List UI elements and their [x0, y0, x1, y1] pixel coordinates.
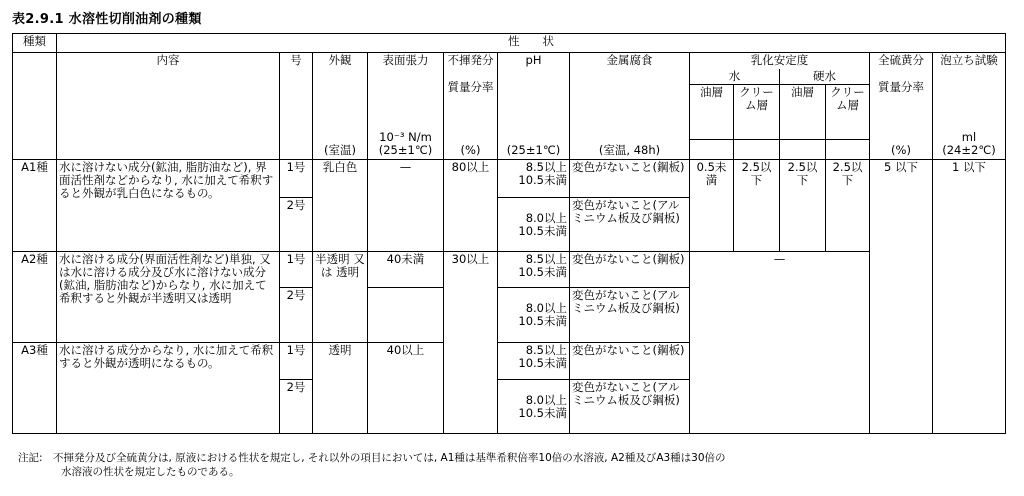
sulfur-value: 5 以下: [870, 160, 933, 434]
emulsion-header: 乳化安定度: [690, 53, 870, 69]
a1-water-cream: 2.5以下: [734, 160, 780, 252]
water-cream-blank: [734, 140, 780, 160]
ph-cond: (25±1℃): [506, 143, 561, 157]
a2-no2: 2号: [280, 288, 313, 343]
nonvol-header: 不揮発分 質量分率 (%): [444, 53, 498, 160]
a2-ph1: 8.5以上 10.5未満: [498, 252, 570, 288]
appearance-header: 外観 (室温): [313, 53, 368, 160]
corrosion-cond: (室温, 48h): [598, 143, 661, 157]
a1-hard-oil: 2.5以下: [780, 160, 826, 252]
number-header: 号: [280, 53, 313, 160]
nonvol-sub: 質量分率: [447, 80, 494, 94]
table-caption: 表2.9.1 水溶性切削油剤の種類: [12, 12, 202, 27]
hard-oil-blank: [780, 140, 826, 160]
a2-kind: A2種: [13, 252, 57, 343]
tension-unit: 10⁻³ N/m: [379, 130, 432, 144]
tension-cond: (25±1℃): [378, 143, 433, 157]
water-header: 水: [690, 69, 780, 85]
a2-corr1: 変色がないこと(鋼板): [570, 252, 690, 288]
oil-types-table: [12, 33, 1006, 434]
a1-corr1: 変色がないこと(鋼板): [570, 160, 690, 198]
a3-corr1: 変色がないこと(鋼板): [570, 343, 690, 380]
a3-kind: A3種: [13, 343, 57, 434]
kind-header-blank: [13, 53, 57, 160]
a2-no1: 1号: [280, 252, 313, 288]
water-cream-header: クリーム層: [734, 85, 780, 140]
a1-tension: —: [368, 160, 444, 252]
note-line-1: 注記: 不揮発分及び全硫黄分は, 原液における性状を規定し, それ以外の項目においては, A1種は基準希釈倍率10倍の水溶液, A2種及びA3種は30倍の: [18, 452, 726, 464]
a1-no1: 1号: [280, 160, 313, 198]
a3-ph2: 8.0以上 10.5未満: [498, 380, 570, 434]
hard-cream-blank: [826, 140, 870, 160]
a3-ph1: 8.5以上 10.5未満: [498, 343, 570, 380]
tension-header: 表面張力 10⁻³ N/m (25±1℃): [368, 53, 444, 160]
a3-content: 水に溶ける成分からなり, 水に加えて希釈すると外観が透明になるもの。: [57, 343, 280, 434]
content-header: 内容: [57, 53, 280, 160]
nonvol-unit: (%): [460, 143, 481, 157]
a3-appearance: 透明: [313, 343, 368, 434]
a3-no1: 1号: [280, 343, 313, 380]
kind-header: 種類: [13, 34, 57, 53]
corrosion-header: 金属腐食 (室温, 48h): [570, 53, 690, 160]
a1-ph1: 8.5以上 10.5未満: [498, 160, 570, 198]
a1-kind: A1種: [13, 160, 57, 252]
sulfur-header: 全硫黄分 質量分率 (%): [870, 53, 933, 160]
table-note: [18, 451, 726, 479]
a1-content: 水に溶けない成分(鉱油, 脂肪油など), 界面活性剤などからなり, 水に加えて希釈すると外観が乳白色になるもの。: [57, 160, 280, 252]
appearance-unit: (室温): [324, 143, 356, 157]
a1-corr2: 変色がないこと(アルミニウム板及び鋼板): [570, 198, 690, 252]
a2-nonvol: 30以上: [444, 252, 498, 434]
a2-ph2: 8.0以上 10.5未満: [498, 288, 570, 343]
water-oil-blank: [690, 140, 734, 160]
a2-tension: 40未満: [368, 252, 444, 288]
a2-corr2: 変色がないこと(アルミニウム板及び鋼板): [570, 288, 690, 343]
a1-nonvol: 80以上: [444, 160, 498, 252]
a2-appearance: 半透明 又は 透明: [313, 252, 368, 343]
a3-tension: 40以上: [368, 343, 444, 434]
foam-value: 1 以下: [933, 160, 1006, 434]
foam-header: 泡立ち試験 ml (24±2℃): [933, 53, 1006, 160]
sulfur-unit: (%): [891, 143, 911, 157]
foam-cond: (24±2℃): [942, 143, 996, 157]
props-header: 性 状: [57, 34, 1006, 53]
a1-water-oil: 0.5未満: [690, 160, 734, 252]
water-oil-header: 油層: [690, 85, 734, 140]
a1-ph2: 8.0以上 10.5未満: [498, 198, 570, 252]
note-line-2: 水溶液の性状を規定したものである。: [61, 466, 240, 478]
a1-appearance: 乳白色: [313, 160, 368, 252]
a1-no2: 2号: [280, 198, 313, 252]
a2-content: 水に溶ける成分(界面活性剤など)単独, 又は水に溶ける成分及び水に溶けない成分(鉱油, 脂肪油など)からなり, 水に加えて希釈すると外観が半透明又は透明: [57, 252, 280, 343]
a2-emulsion: —: [690, 252, 870, 434]
hardwater-header: 硬水: [780, 69, 870, 85]
ph-header: pH (25±1℃): [498, 53, 570, 160]
foam-unit: ml: [961, 130, 977, 144]
a3-corr2: 変色がないこと(アルミニウム板及び鋼板): [570, 380, 690, 434]
a2-tension-blank: [368, 288, 444, 343]
hard-cream-header: クリーム層: [826, 85, 870, 140]
hard-oil-header: 油層: [780, 85, 826, 140]
a3-no2: 2号: [280, 380, 313, 434]
sulfur-sub: 質量分率: [878, 80, 924, 94]
a1-hard-cream: 2.5以下: [826, 160, 870, 252]
